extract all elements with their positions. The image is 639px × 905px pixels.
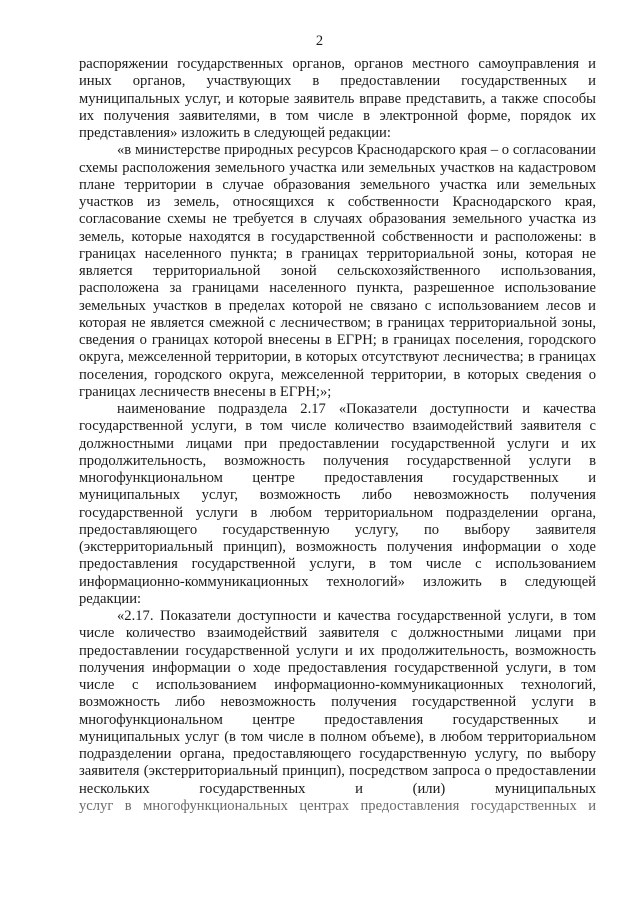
paragraph-1: распоряжении государственных органов, органов местного самоуправления и иных органов, участвующих в предоставлении государственных и муниципальных услуг, и которые заявитель вправе представить, а также способы их получения заявителями, в том числе в электронной форме, порядок их представления» изложить в следующей редакции: bbox=[79, 56, 596, 141]
paragraph-3: наименование подраздела 2.17 «Показатели доступности и качества государственной услуги, в том числе количество взаимодействий заявителя с должностными лицами при предоставлении государственной услуги и их продолжительность, возможность получения государственной услуги в многофункциональном центре предоставления государственных и муниципальных услуг, возможность либо невозможность получения государственной услуги в любом территориальном подразделении органа, предоставляющего государственную услугу, по выбору заявителя (экстерриториальный принцип), возможность получения информации о ходе предоставления государственной услуги, в том числе с использованием информационно-коммуникационных технологий» изложить в следующей редакции: bbox=[79, 401, 596, 607]
paragraph-2: «в министерстве природных ресурсов Краснодарского края – о согласовании схемы расположения земельного участка или земельных участков на кадастровом плане территории в случае образования земельного участка или земельных участков из земель, относящихся к собственности Краснодарского края, согласование схемы не требуется в случаях образования земельного участка из земель, которые находятся в государственной собственности и расположены: в границах населенного пункта; в границах территориальной зоны, которая не является территориальной зоной сельскохозяйственного использования, расположена за границами населенного пункта, разрешенное использование земельных участков в пределах которой не связано с использованием лесов и которая не является смежной с лесничеством; в границах территориальной зоны, сведения о границах которой внесены в ЕГРН; в границах поселения, городского округа, межселенной территории, в которых отсутствуют лесничества; в границах поселения, городского округа, межселенной территории, в которых сведения о границах лесничеств внесены в ЕГРН;»; bbox=[79, 142, 596, 400]
paragraph-4: «2.17. Показатели доступности и качества государственной услуги, в том числе количество взаимодействий заявителя с должностными лицами при предоставлении государственной услуги и их продолжительность, возможность получения информации о ходе предоставления государственной услуги, в том числе с использованием информационно-коммуникационных технологий, возможность либо невозможность получения государственной услуги в многофункциональном центре предоставления государственных и муниципальных услуг (в том числе в полном объеме), в любом территориальном подразделении органа, предоставляющего государственную услугу, по выбору заявителя (экстерриториальный принцип), посредством запроса о предоставлении нескольких государственных и (или) муниципальных bbox=[79, 608, 596, 797]
document-body bbox=[79, 56, 596, 815]
paragraph-5-cut-line: услуг в многофункциональных центрах предоставления государственных и bbox=[79, 797, 596, 814]
page-number: 2 bbox=[315, 33, 324, 49]
